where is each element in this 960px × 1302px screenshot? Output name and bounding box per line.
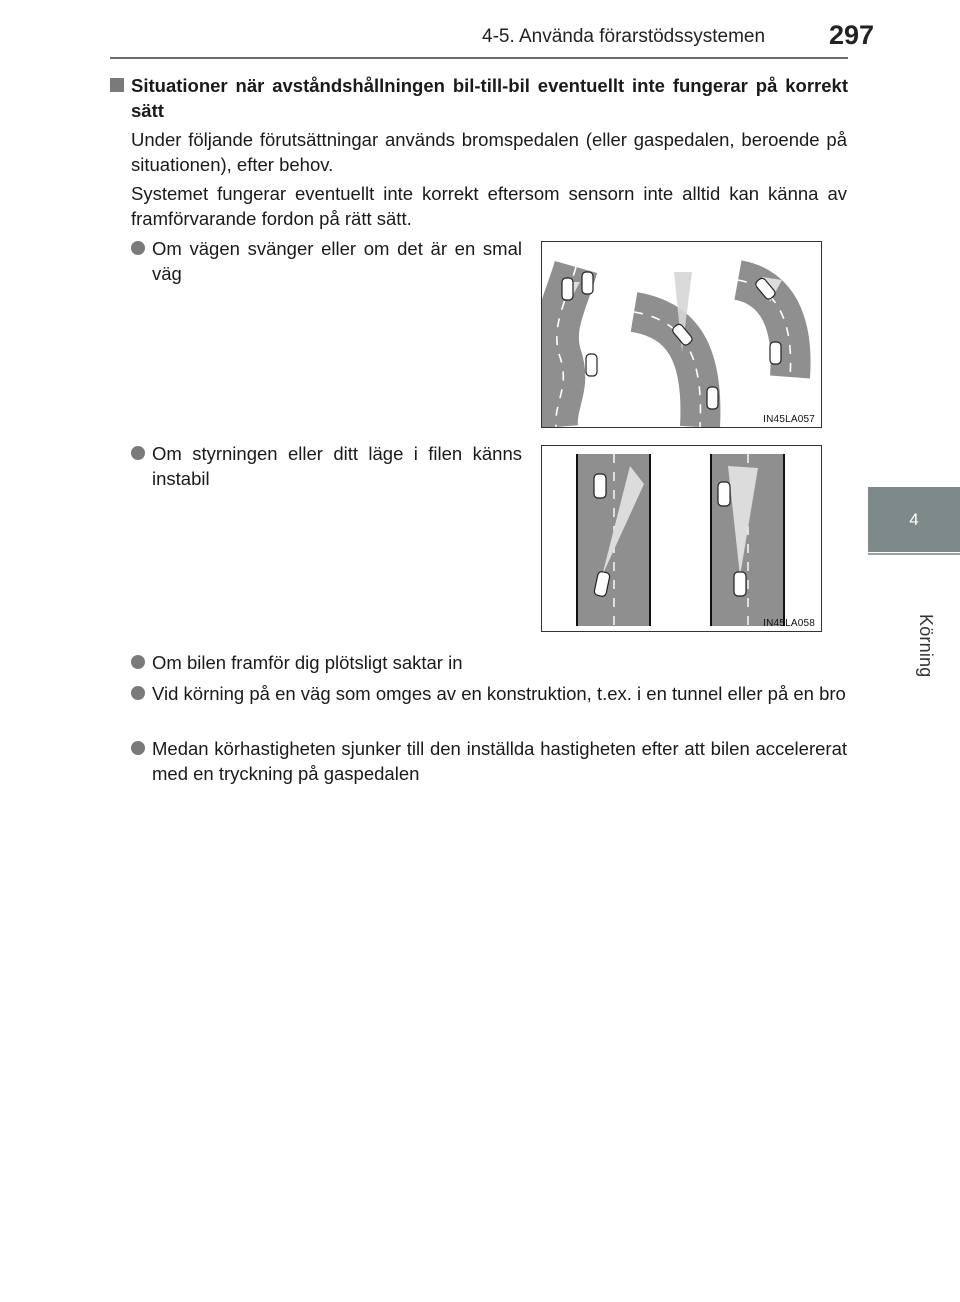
bullet-dot-icon	[131, 655, 145, 669]
bullet-dot-icon	[131, 241, 145, 255]
chapter-tab-number: 4	[909, 510, 919, 529]
paragraph-1: Under följande förutsättningar används bromspedalen (eller gaspedalen, beroende på situationen), efter behov.	[131, 129, 847, 175]
section-heading-text: Situationer när avståndshållningen bil-till-bil eventuellt inte fungerar på korrekt sätt	[131, 75, 848, 121]
curved-roads-illustration	[542, 242, 821, 427]
chapter-tab-divider	[868, 553, 960, 555]
list-item: Vid körning på en väg som omges av en konstruktion, t.ex. i en tunnel eller på en bro	[131, 681, 847, 706]
figure-code: IN45LA058	[763, 618, 815, 629]
section-heading	[110, 73, 848, 123]
paragraph-2: Systemet fungerar eventuellt inte korrekt eftersom sensorn inte alltid kan känna av framförvarande fordon på rätt sätt.	[131, 183, 847, 229]
list-item: Medan körhastigheten sjunker till den inställda hastigheten efter att bilen accelererat med en tryckning på gaspedalen	[131, 736, 847, 786]
running-header-section: 4-5. Använda förarstödssystemen	[482, 26, 766, 47]
chapter-tab[interactable]	[868, 487, 960, 552]
page-number: 297	[829, 20, 875, 50]
chapter-tab-label: Körning	[916, 614, 936, 678]
figure-unstable-lane	[541, 445, 822, 632]
list-item: Om bilen framför dig plötsligt saktar in	[131, 650, 847, 675]
bullet-dot-icon	[131, 686, 145, 700]
bullet-dot-icon	[131, 741, 145, 755]
unstable-lane-illustration	[542, 446, 821, 631]
bullet-dot-icon	[131, 446, 145, 460]
list-item: Om vägen svänger eller om det är en smal väg	[131, 236, 522, 286]
header-divider	[110, 57, 848, 59]
list-item: Om styrningen eller ditt läge i filen känns instabil	[131, 441, 522, 491]
figure-curved-roads	[541, 241, 822, 428]
figure-code: IN45LA057	[763, 414, 815, 425]
square-bullet-icon	[110, 78, 124, 92]
